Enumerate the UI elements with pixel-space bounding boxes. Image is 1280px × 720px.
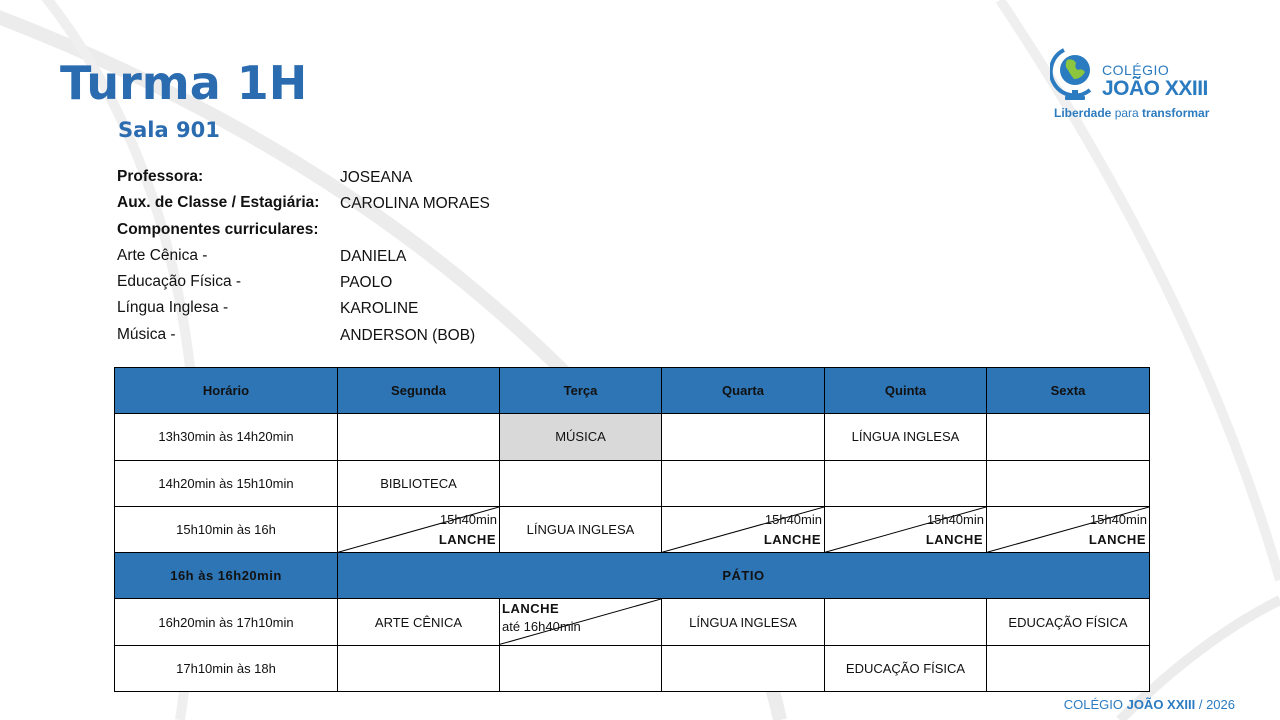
lanche-time: 15h40min <box>439 511 497 527</box>
header-cell: Sexta <box>987 368 1150 414</box>
table-row <box>115 506 1150 552</box>
footer-prefix: COLÉGIO <box>1063 697 1127 712</box>
info-label: Arte Cênica - <box>117 246 208 264</box>
table-cell <box>500 645 662 691</box>
logo-tag-part1: Liberdade <box>1054 106 1112 120</box>
table-cell <box>987 460 1150 506</box>
patio-cell: PÁTIO <box>338 553 1150 599</box>
info-label: Componentes curriculares: <box>117 220 319 238</box>
info-label: Língua Inglesa - <box>117 299 229 317</box>
table-row <box>115 599 1150 645</box>
lanche-cell <box>500 599 662 645</box>
info-value: DANIELA <box>340 247 407 265</box>
header-cell: Quinta <box>825 368 987 414</box>
table-cell: LÍNGUA INGLESA <box>825 414 987 460</box>
lanche-cell <box>662 506 825 552</box>
time-cell: 13h30min às 14h20min <box>115 414 338 460</box>
footer-year: / 2026 <box>1195 697 1235 712</box>
lanche-cell <box>825 506 987 552</box>
lanche-label: LANCHE <box>763 532 821 548</box>
table-row <box>115 645 1150 691</box>
info-label: Educação Física - <box>117 273 242 291</box>
table-header-row <box>115 368 1150 414</box>
header-cell: Horário <box>115 368 338 414</box>
table-cell: LÍNGUA INGLESA <box>662 599 825 645</box>
table-cell <box>338 645 500 691</box>
table-cell <box>338 414 500 460</box>
time-cell: 15h10min às 16h <box>115 506 338 552</box>
lanche-cell <box>987 506 1150 552</box>
table-cell <box>987 645 1150 691</box>
table-cell <box>987 414 1150 460</box>
info-value: ANDERSON (BOB) <box>340 326 476 344</box>
lanche-label: LANCHE <box>502 601 560 617</box>
school-logo <box>1050 46 1250 126</box>
table-row <box>115 414 1150 460</box>
table-row <box>115 460 1150 506</box>
logo-tag-part2: para <box>1111 106 1143 120</box>
info-label: Aux. de Classe / Estagiária: <box>117 194 320 212</box>
table-cell <box>662 460 825 506</box>
table-cell: ARTE CÊNICA <box>338 599 500 645</box>
table-cell: BIBLIOTECA <box>338 460 500 506</box>
info-value: PAOLO <box>340 274 393 292</box>
info-label: Professora: <box>117 168 204 185</box>
page-title: Turma 1H <box>60 56 308 110</box>
info-value: KAROLINE <box>340 300 419 318</box>
info-label: Música - <box>117 325 176 343</box>
table-cell <box>825 460 987 506</box>
lanche-time: até 16h40min <box>502 619 581 635</box>
info-value: JOSEANA <box>340 169 413 186</box>
logo-colegio-text: COLÉGIO <box>1102 62 1170 78</box>
header-cell: Segunda <box>338 368 500 414</box>
table-cell <box>825 599 987 645</box>
lanche-cell <box>338 506 500 552</box>
table-cell: MÚSICA <box>500 414 662 460</box>
lanche-label: LANCHE <box>925 532 983 548</box>
schedule-table <box>114 367 1150 692</box>
logo-tagline <box>1054 106 1209 120</box>
table-cell <box>500 460 662 506</box>
info-value: CAROLINA MORAES <box>340 195 490 213</box>
lanche-label: LANCHE <box>438 532 496 548</box>
lanche-time: 15h40min <box>926 511 984 527</box>
footer-school: JOÃO XXIII <box>1126 697 1196 712</box>
table-cell: EDUCAÇÃO FÍSICA <box>987 599 1150 645</box>
lanche-time: 15h40min <box>764 511 822 527</box>
globe-icon <box>1050 46 1100 104</box>
time-cell: 17h10min às 18h <box>115 645 338 691</box>
header-cell: Quarta <box>662 368 825 414</box>
logo-joao-text: JOÃO XXIII <box>1102 77 1208 100</box>
lanche-time: 15h40min <box>1089 511 1147 527</box>
time-cell: 16h às 16h20min <box>115 553 338 599</box>
time-cell: 16h20min às 17h10min <box>115 599 338 645</box>
lanche-label: LANCHE <box>1088 532 1146 548</box>
table-cell: LÍNGUA INGLESA <box>500 506 662 552</box>
logo-tag-part3: transformar <box>1142 106 1210 120</box>
table-cell <box>662 645 825 691</box>
table-row-patio <box>115 553 1150 599</box>
header-cell: Terça <box>500 368 662 414</box>
footer <box>1064 697 1235 712</box>
table-cell: EDUCAÇÃO FÍSICA <box>825 645 987 691</box>
page-subtitle: Sala 901 <box>118 118 220 142</box>
table-cell <box>662 414 825 460</box>
time-cell: 14h20min às 15h10min <box>115 460 338 506</box>
